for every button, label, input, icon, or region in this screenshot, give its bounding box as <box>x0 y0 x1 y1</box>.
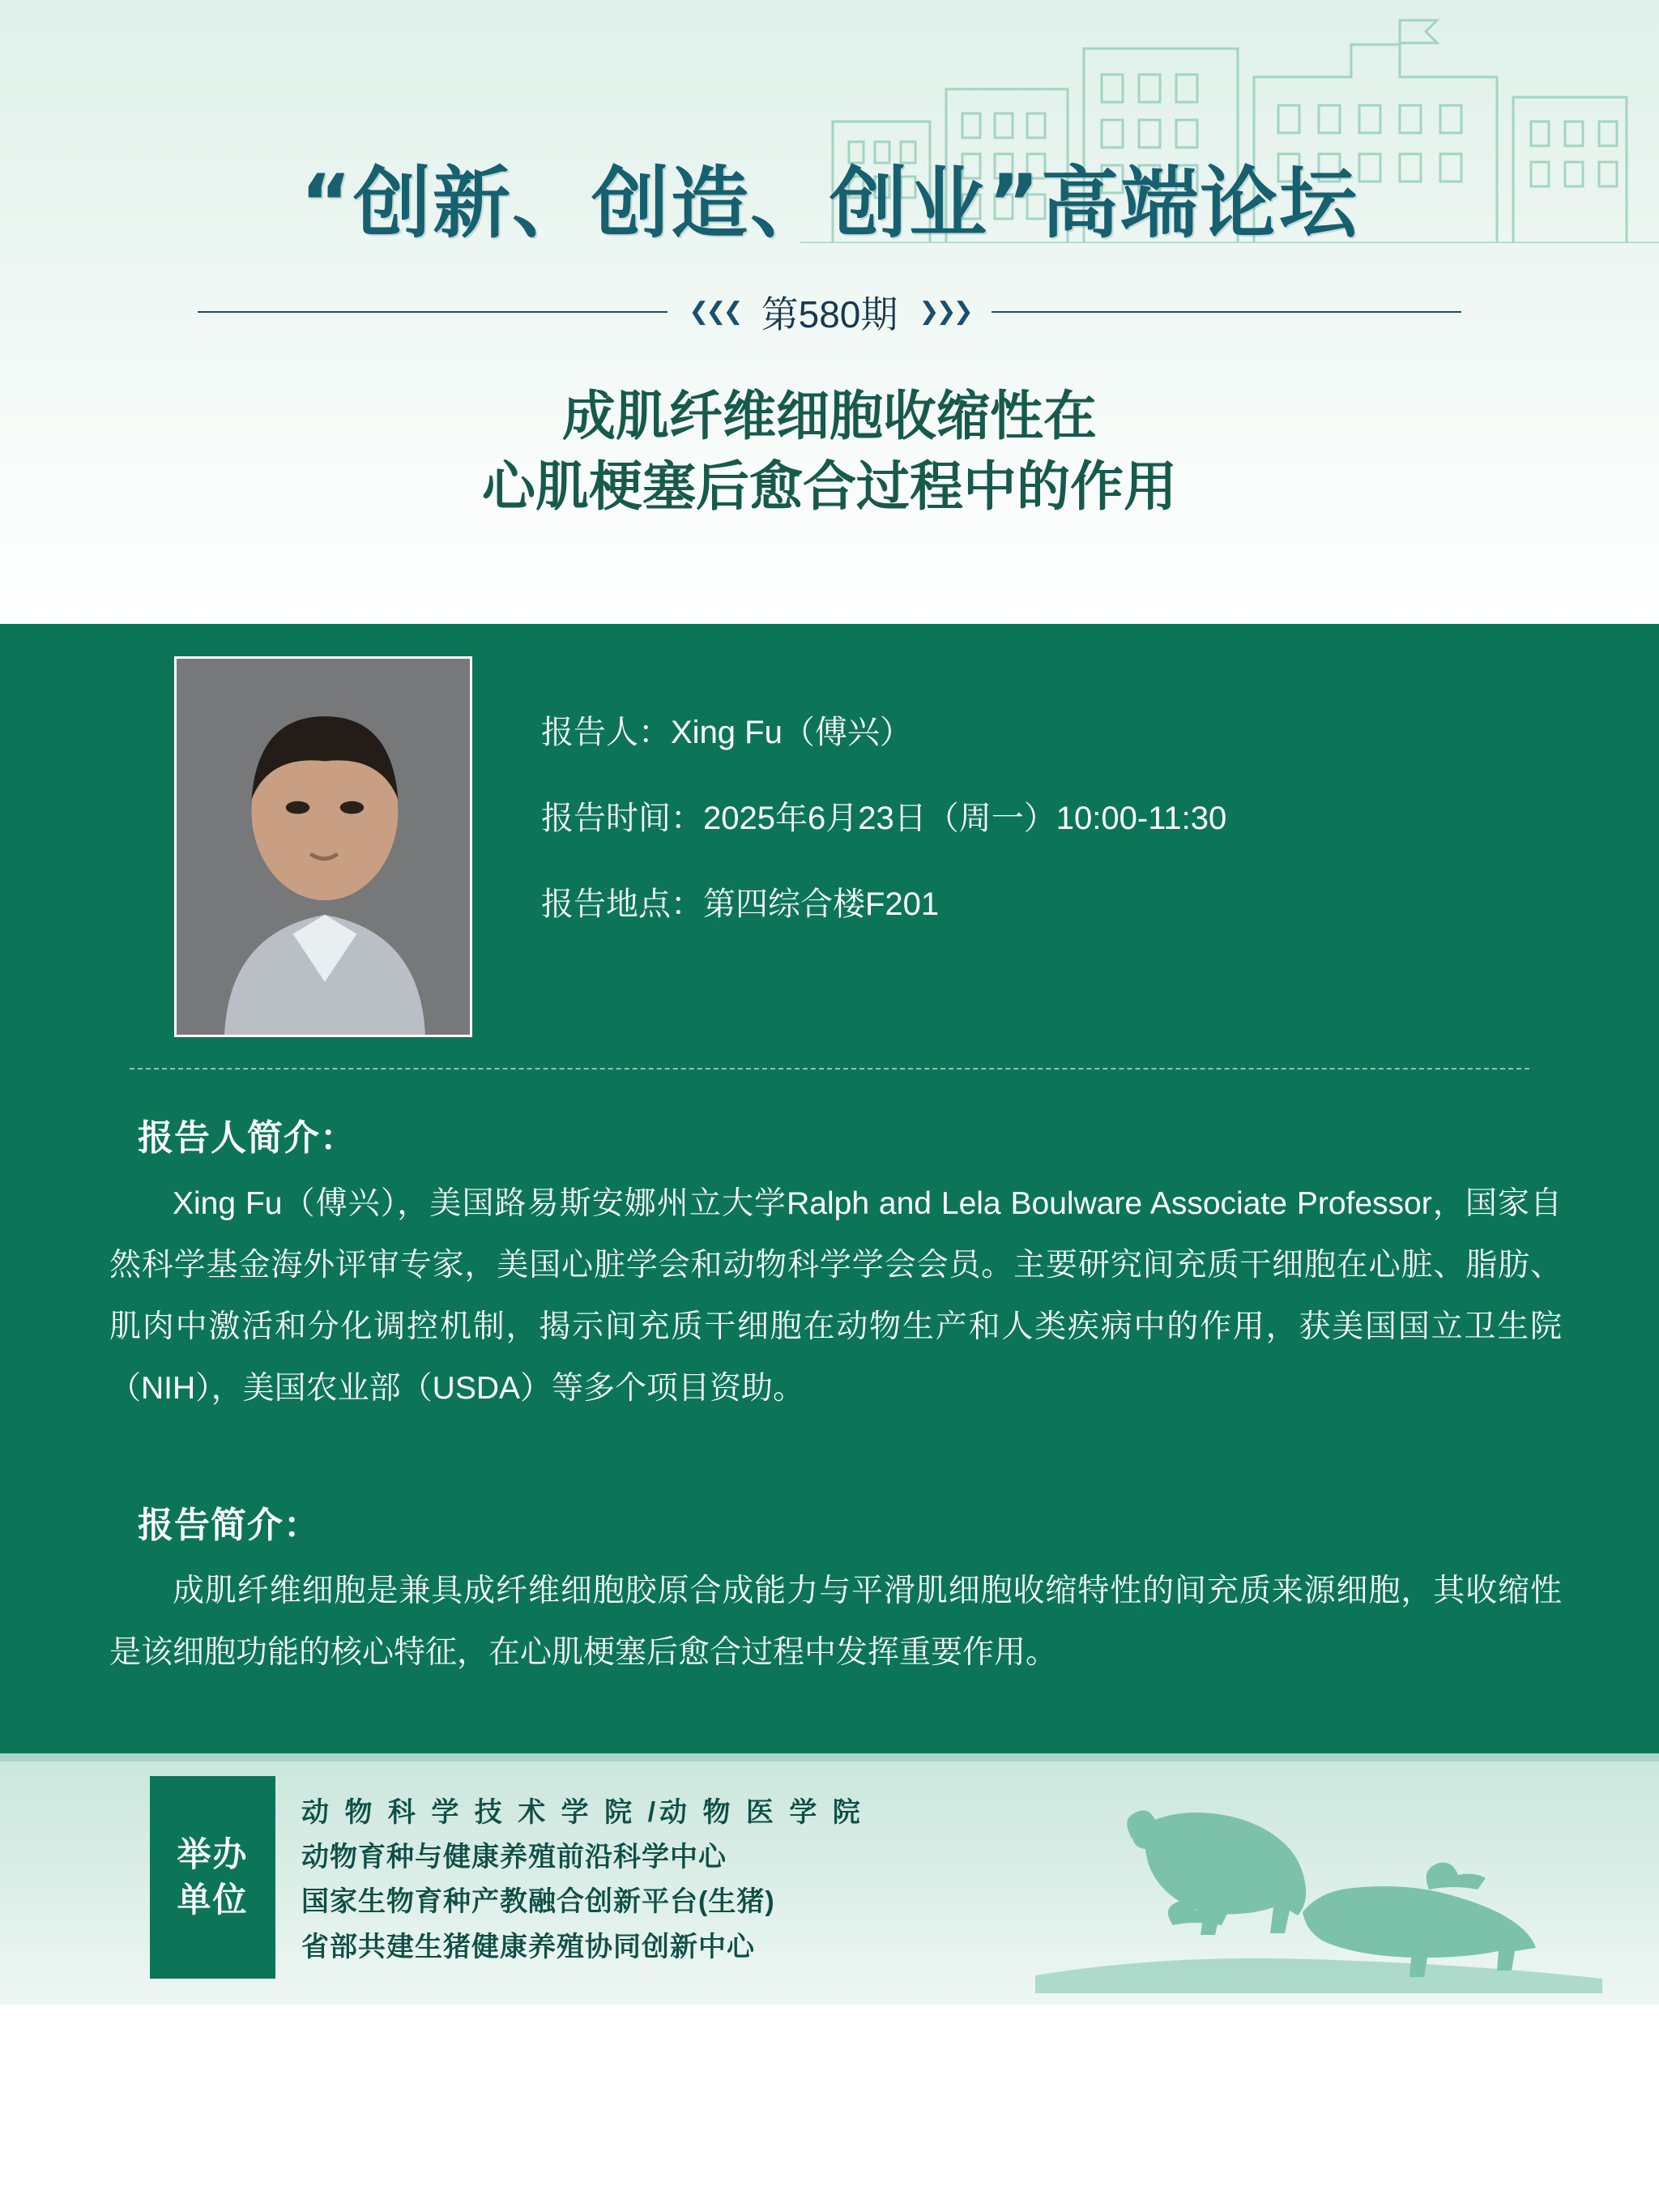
speaker-block <box>0 624 1659 1037</box>
chevron-left-icon: ❮❮❮ <box>689 298 740 325</box>
livestock-silhouette-icon <box>1035 1791 1602 1993</box>
section-divider <box>130 1068 1529 1070</box>
spacer <box>0 1420 1659 1457</box>
talk-title <box>0 381 1659 522</box>
spacer-bottom <box>0 1684 1659 1721</box>
footer-top-strip <box>0 1753 1659 1761</box>
issue-number: 第580期 <box>761 293 898 335</box>
host-badge-line2: 单位 <box>177 1881 249 1919</box>
abstract-text: 成肌纤维细胞是兼具成纤维细胞胶原合成能力与平滑肌细胞收缩特性的间充质来源细胞，其收缩性是该细胞功能的核心特征，在心肌梗塞后愈合过程中发挥重要作用。 <box>109 1574 1562 1671</box>
bio-text: Xing Fu（傅兴），美国路易斯安娜州立大学Ralph and Lela Boulware Associate Professor，国家自然科学基金海外评审专家，美国心脏学会和动物科学学会会员。主要研究间充质干细胞在心脏、脂肪、肌肉中激活和分化调控机制，揭示间充质干细胞在动物生产和人类疾病中的作用，获美国国立卫生院（NIH），美国农业部（USDA）等多个项目资助。 <box>109 1186 1562 1407</box>
host-list <box>301 1791 864 1969</box>
footer <box>0 1753 1659 2005</box>
header-banner <box>0 0 1659 624</box>
issue-rule-left <box>198 311 667 313</box>
issue-rule-right <box>992 311 1461 313</box>
host-item: 动物育种与健康养殖前沿科学中心 <box>301 1842 727 1873</box>
issue-row <box>0 285 1659 339</box>
chevron-right-icon: ❯❯❯ <box>919 298 970 325</box>
host-badge <box>150 1776 275 1979</box>
talk-title-line1: 成肌纤维细胞收缩性在 <box>562 385 1097 447</box>
presenter-line: 报告人：Xing Fu（傅兴） <box>541 715 912 750</box>
speaker-portrait <box>174 656 472 1037</box>
forum-title: “创新、创造、创业”高端论坛 <box>300 158 1359 249</box>
location-line: 报告地点：第四综合楼F201 <box>541 886 940 922</box>
talk-title-line2: 心肌梗塞后愈合过程中的作用 <box>482 455 1177 519</box>
body-section <box>0 624 1659 1753</box>
abstract-heading: 报告简介： <box>138 1505 320 1546</box>
host-item: 动 物 科 学 技 术 学 院 /动 物 医 学 院 <box>301 1797 864 1829</box>
host-badge-line1: 举办 <box>177 1834 249 1873</box>
time-line: 报告时间：2025年6月23日（周一）10:00-11:30 <box>541 801 1227 836</box>
host-item: 国家生物育种产教融合创新平台(生猪) <box>301 1886 775 1918</box>
speaker-meta <box>472 656 1226 1037</box>
bio-heading: 报告人简介： <box>138 1118 356 1158</box>
host-item: 省部共建生猪健康养殖协同创新中心 <box>301 1931 755 1962</box>
